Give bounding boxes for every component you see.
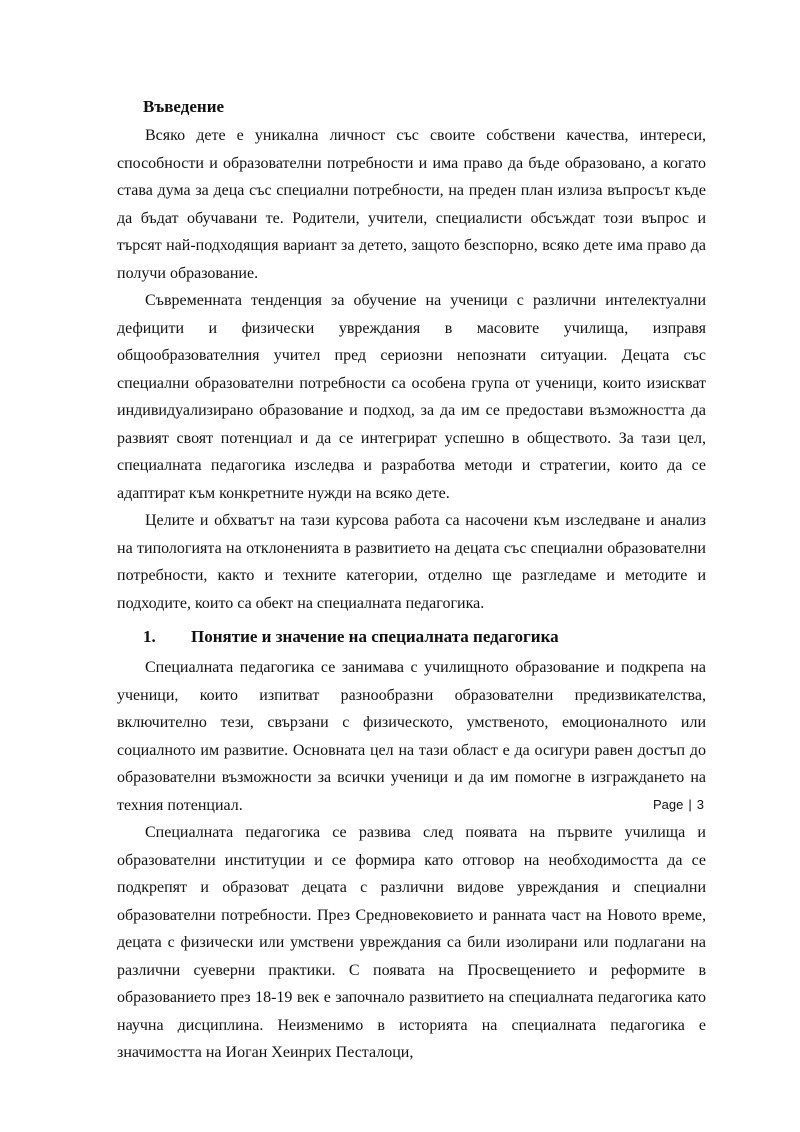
section-1-number: 1. [143,627,156,646]
intro-paragraph-1: Всяко дете е уникална личност със своите собствени качества, интереси, способности и образователни потребности и има право да бъде образовано, а когато става дума за деца със специални потребности, на преден план излиза въпросът къде да бъдат обучавани те. Родители, учители, специалисти обсъждат този въпрос и търсят най-подходящия вариант за детето, защото безспорно, всяко дете има право да получи образование. [117,127,706,282]
intro-paragraph-3: Целите и обхватът на тази курсова работа са насочени към изследване и анализ на типологията на отклоненията в развитието на децата със специални образователни потребности, както и техните категории, отделно ще разгледаме и методите и подходите, които са обект на специалната педагогика. [117,512,706,612]
intro-paragraph-2: Съвременната тенденция за обучение на ученици с различни интелектуални дефицити и физически увреждания в масовите училища, изправя общообразователния учител пред сериозни непознати ситуации. Децата със специални образователни потребности са особена група от ученици, които изискват индивидуализирано образование и подход, за да им се предостави възможността да развият своят потенциал и да се интегрират успешно в обществото. За тази цел, специалната педагогика изследва и разработва методи и стратегии, които да се адаптират към конкретните нужди на всяко дете. [117,292,706,502]
page-footer [653,796,704,814]
intro-heading: Въведение [143,97,225,116]
page-separator: | [688,797,692,812]
section-1-paragraph-1: Специалната педагогика се занимава с училищното образование и подкрепа на ученици, които изпитват разнообразни образователни предизвикателства, включително тези, свързани с физическото, умственото, емоционалното или социалното им развитие. Основната цел на тази област е да осигури равен достъп до образователни възможности за всички ученици и да им помогне в изграждането на техния потенциал. [117,659,706,814]
section-1-heading [117,622,706,652]
page-content [117,92,706,1067]
section-1-paragraph-2: Специалната педагогика се развива след появата на първите училища и образователни институции и се формира като отговор на необходимостта да се подкрепят и образоват децата с различни видове увреждания и специални образователни потребности. През Средновековието и ранната част на Новото време, децата с физически или умствени увреждания са били изолирани или подлагани на различни суеверни практики. С появата на Просвещението и реформите в образованието през 18-19 век е започнало развитието на специалната педагогика като научна дисциплина. Неизменимо в историята на специалната педагогика е значимостта на Иоган Хеинрих Песталоци, [117,824,706,1061]
page-number: 3 [696,797,704,812]
page-label: Page [653,797,684,812]
section-1-title: Понятие и значение на специалната педагогика [191,627,559,646]
